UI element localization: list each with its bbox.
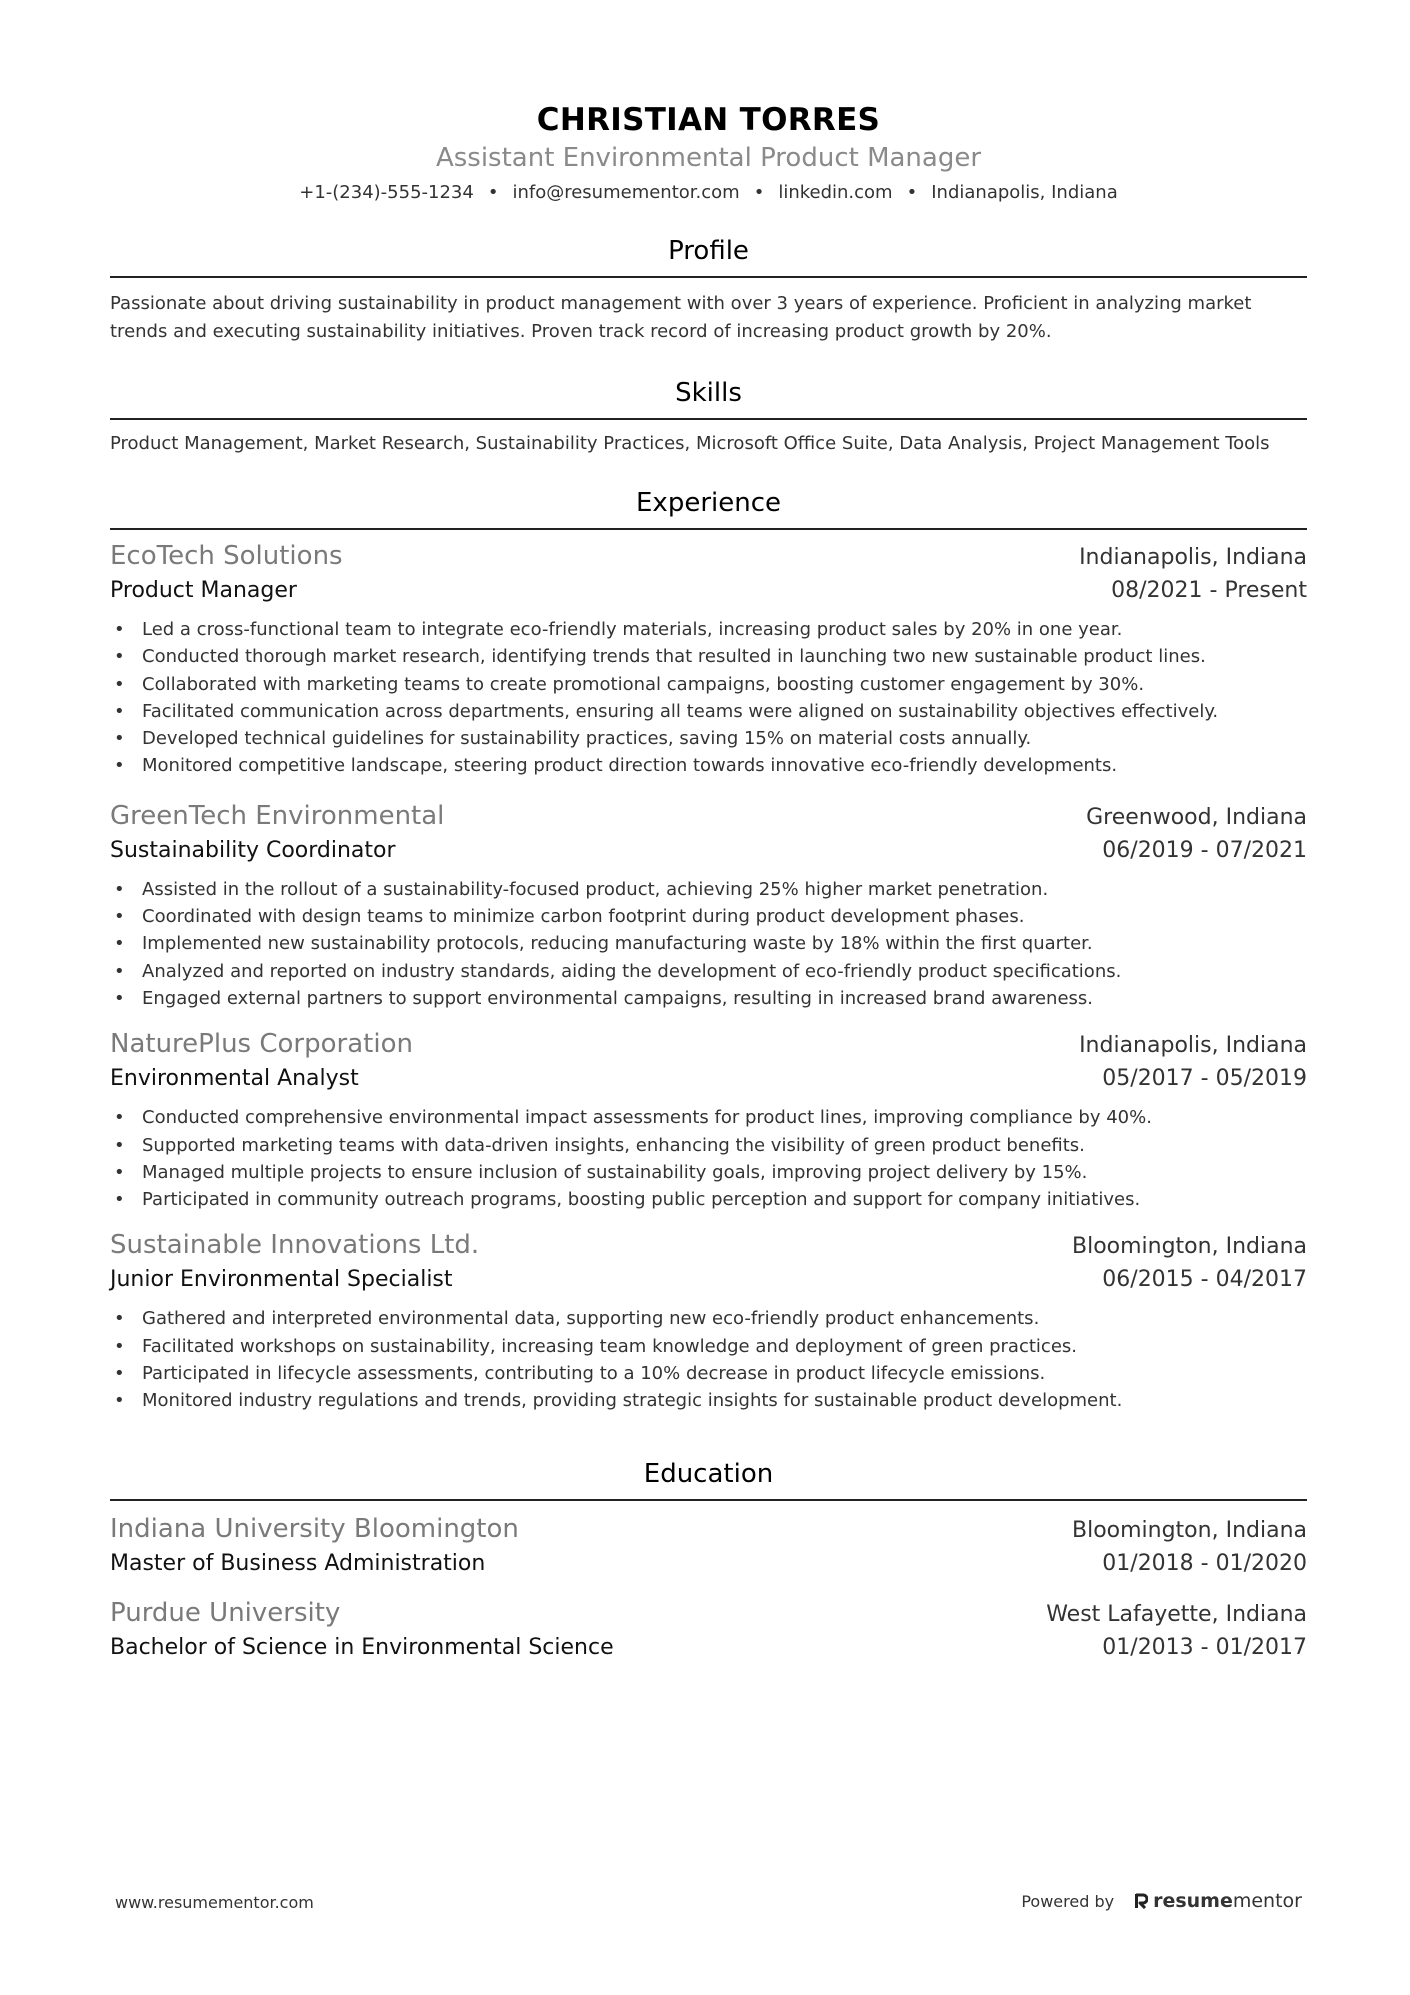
bullet-icon: •	[114, 1161, 125, 1183]
contact-email[interactable]: info@resumementor.com	[512, 182, 740, 203]
job-dates: 06/2019 - 07/2021	[1102, 837, 1307, 863]
job-location: Indianapolis, Indiana	[1079, 545, 1307, 570]
job-bullets	[110, 1104, 1307, 1213]
school-name: Purdue University	[110, 1597, 341, 1628]
job-dates: 05/2017 - 05/2019	[1102, 1066, 1307, 1092]
contact-linkedin[interactable]: linkedin.com	[778, 182, 893, 203]
bullet-icon: •	[114, 1134, 125, 1156]
brand-logo[interactable]	[1134, 1890, 1302, 1912]
list-item	[110, 1132, 1307, 1159]
footer-website[interactable]: www.resumementor.com	[115, 1893, 314, 1912]
list-item	[110, 930, 1307, 957]
bullet-icon: •	[114, 906, 125, 928]
brand-prefix: resume	[1153, 1890, 1233, 1912]
brand-suffix: mentor	[1232, 1890, 1302, 1912]
school-location: Bloomington, Indiana	[1071, 1517, 1307, 1543]
contact-separator: •	[753, 182, 765, 203]
company-name: GreenTech Environmental	[110, 800, 445, 831]
bullet-text: Conducted comprehensive environmental impact assessments for product lines, improving compliance by 40%.	[142, 1107, 1152, 1129]
bullet-text: Monitored competitive landscape, steering product direction towards innovative eco-friendly developments.	[142, 755, 1118, 777]
list-item	[110, 1360, 1307, 1387]
job-role: Product Manager	[110, 578, 297, 603]
contact-separator: •	[906, 182, 918, 203]
bullet-text: Developed technical guidelines for sustainability practices, saving 15% on material costs annually.	[142, 728, 1032, 750]
education-entry	[110, 1595, 1307, 1665]
bullet-icon: •	[114, 1335, 125, 1357]
bullet-icon: •	[114, 1390, 125, 1412]
list-item	[110, 616, 1307, 643]
contact-location: Indianapolis, Indiana	[931, 182, 1118, 203]
job-location: Indianapolis, Indiana	[1079, 1033, 1307, 1059]
bullet-icon: •	[114, 700, 125, 722]
skills-list: Product Management, Market Research, Sustainability Practices, Microsoft Office Suite, Data Analysis, Project Management Tools	[110, 433, 1270, 454]
list-item	[110, 876, 1307, 903]
job-dates: 06/2015 - 04/2017	[1102, 1267, 1307, 1293]
list-item	[110, 1159, 1307, 1186]
section-divider	[110, 418, 1307, 420]
bullet-icon: •	[114, 1107, 125, 1129]
bullet-text: Gathered and interpreted environmental data, supporting new eco-friendly product enhancements.	[142, 1308, 1040, 1330]
list-item	[110, 958, 1307, 985]
section-divider	[110, 528, 1307, 530]
section-divider	[110, 276, 1307, 278]
bullet-text: Coordinated with design teams to minimize carbon footprint during product development phases.	[142, 906, 1025, 928]
school-location: West Lafayette, Indiana	[1046, 1601, 1307, 1627]
experience-entry	[110, 1026, 1307, 1213]
bullet-text: Facilitated communication across departments, ensuring all teams were aligned on sustainability objectives effectively.	[142, 700, 1219, 722]
job-location: Bloomington, Indiana	[1071, 1234, 1307, 1260]
job-bullets	[110, 1305, 1307, 1414]
degree-name: Bachelor of Science in Environmental Science	[110, 1634, 614, 1660]
section-heading-skills: Skills	[675, 378, 742, 408]
list-item	[110, 1104, 1307, 1131]
list-item	[110, 1333, 1307, 1360]
bullet-text: Collaborated with marketing teams to create promotional campaigns, boosting customer engagement by 30%.	[142, 673, 1145, 695]
bullet-text: Assisted in the rollout of a sustainability-focused product, achieving 25% higher market penetration.	[142, 878, 1049, 900]
bullet-icon: •	[114, 1189, 125, 1211]
company-name: EcoTech Solutions	[110, 541, 343, 571]
list-item	[110, 698, 1307, 725]
education-dates: 01/2018 - 01/2020	[1102, 1550, 1307, 1576]
section-heading-experience: Experience	[636, 488, 781, 518]
experience-section	[110, 486, 1307, 1415]
bullet-icon: •	[114, 1363, 125, 1385]
bullet-icon: •	[114, 619, 125, 640]
job-bullets	[110, 876, 1307, 1012]
bullet-icon: •	[114, 1308, 125, 1330]
list-item	[110, 1387, 1307, 1414]
education-entry	[110, 1511, 1307, 1581]
bullet-text: Supported marketing teams with data-driven insights, enhancing the visibility of green product benefits.	[142, 1134, 1085, 1156]
bullet-text: Monitored industry regulations and trends, providing strategic insights for sustainable product development.	[142, 1390, 1123, 1412]
bullet-icon: •	[114, 933, 125, 955]
bullet-text: Conducted thorough market research, identifying trends that resulted in launching two new sustainable product lines.	[142, 646, 1206, 668]
bullet-text: Participated in community outreach programs, boosting public perception and support for company initiatives.	[142, 1189, 1141, 1211]
list-item	[110, 671, 1307, 698]
powered-by-label: Powered by	[1021, 1891, 1115, 1911]
bullet-text: Engaged external partners to support environmental campaigns, resulting in increased brand awareness.	[142, 987, 1094, 1009]
list-item	[110, 985, 1307, 1012]
job-location: Greenwood, Indiana	[1086, 804, 1307, 830]
skills-section	[110, 376, 1307, 456]
resume-header	[110, 0, 1307, 206]
list-item	[110, 725, 1307, 752]
experience-entry	[110, 538, 1307, 780]
list-item	[110, 903, 1307, 930]
list-item	[110, 1305, 1307, 1332]
bullet-text: Facilitated workshops on sustainability, increasing team knowledge and deployment of green practices.	[142, 1335, 1077, 1357]
profile-section	[110, 234, 1307, 346]
candidate-name: CHRISTIAN TORRES	[536, 102, 881, 138]
education-dates: 01/2013 - 01/2017	[1102, 1634, 1307, 1660]
section-heading-profile: Profile	[668, 236, 749, 266]
bullet-icon: •	[114, 728, 125, 750]
company-name: Sustainable Innovations Ltd.	[110, 1230, 480, 1261]
bullet-text: Managed multiple projects to ensure inclusion of sustainability goals, improving project delivery by 15%.	[142, 1161, 1088, 1183]
bullet-icon: •	[114, 987, 125, 1009]
list-item	[110, 643, 1307, 670]
contact-line	[110, 180, 1307, 206]
bullet-text: Implemented new sustainability protocols, reducing manufacturing waste by 18% within the first quarter.	[142, 933, 1093, 955]
job-dates: 08/2021 - Present	[1111, 578, 1307, 603]
bullet-icon: •	[114, 878, 125, 900]
bullet-text: Analyzed and reported on industry standards, aiding the development of eco-friendly product specifications.	[142, 960, 1122, 982]
company-name: NaturePlus Corporation	[110, 1029, 413, 1060]
bullet-icon: •	[114, 673, 125, 695]
experience-entry	[110, 798, 1307, 1012]
bullet-icon: •	[114, 755, 125, 777]
list-item	[110, 1186, 1307, 1213]
job-role: Sustainability Coordinator	[110, 837, 396, 863]
bullet-text: Led a cross-functional team to integrate eco-friendly materials, increasing product sales by 20% in one year.	[142, 619, 1123, 640]
job-role: Environmental Analyst	[110, 1066, 359, 1092]
job-role: Junior Environmental Specialist	[110, 1267, 453, 1293]
bullet-text: Participated in lifecycle assessments, contributing to a 10% decrease in product lifecycle emissions.	[142, 1363, 1046, 1385]
contact-phone: +1-(234)-555-1234	[299, 182, 474, 203]
job-bullets	[110, 616, 1307, 780]
section-heading-education: Education	[643, 1458, 774, 1489]
section-divider	[110, 1499, 1307, 1501]
bullet-icon: •	[114, 960, 125, 982]
degree-name: Master of Business Administration	[110, 1550, 486, 1576]
list-item	[110, 752, 1307, 779]
candidate-title: Assistant Environmental Product Manager	[435, 143, 982, 173]
bullet-icon: •	[114, 646, 125, 668]
education-section	[110, 1457, 1307, 1665]
contact-separator: •	[487, 182, 499, 203]
school-name: Indiana University Bloomington	[110, 1513, 519, 1544]
footer-branding	[1021, 1890, 1302, 1912]
profile-summary: Passionate about driving sustainability in product management with over 3 years of experience. Proficient in analyzing market trends and executing sustainability initiatives. Proven track record of increasing product growth by 20%.	[110, 293, 1252, 342]
resume-page	[110, 0, 1307, 1665]
experience-entry	[110, 1227, 1307, 1414]
resumementor-logo-icon	[1134, 1893, 1148, 1909]
